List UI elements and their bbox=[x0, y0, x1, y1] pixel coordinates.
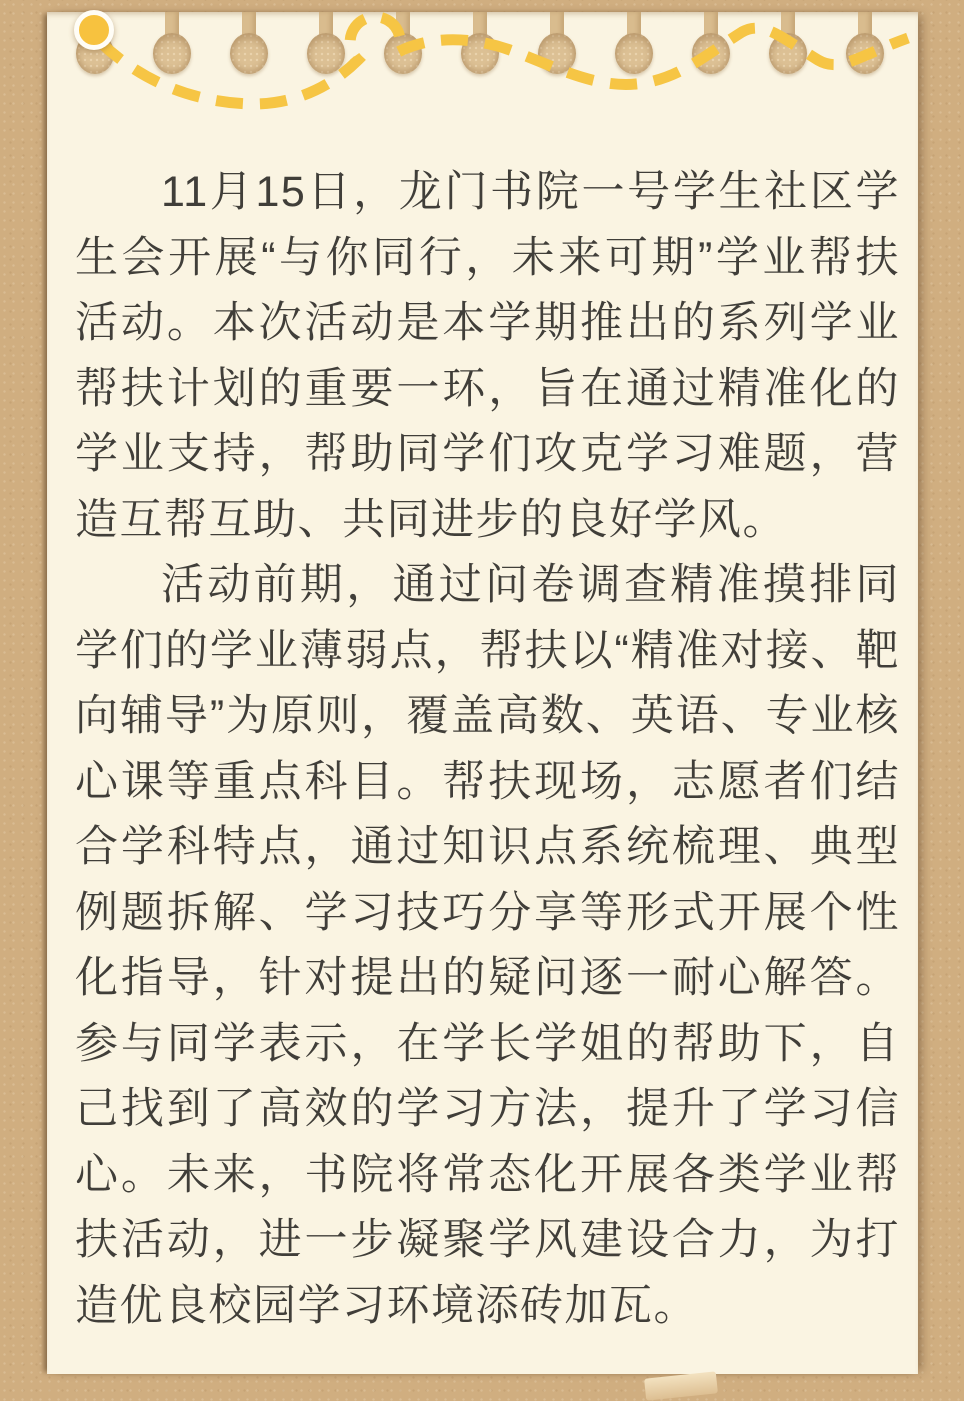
punch-hole bbox=[153, 12, 191, 86]
article-paragraph: 活动前期，通过问卷调查精准摸排同学们的学业薄弱点，帮扶以“精准对接、靶向辅导”为原则，覆盖高数、英语、专业核心课等重点科目。帮扶现场，志愿者们结合学科特点，通过知识点系统梳理、典型例题拆解、学习技巧分享等形式开展个性化指导，针对提出的疑问逐一耐心解答。参与同学表示，在学长学姐的帮助下，自己找到了高效的学习方法，提升了学习信心。未来，书院将常态化开展各类学业帮扶活动，进一步凝聚学风建设合力，为打造优良校园学习环境添砖加瓦。 bbox=[75, 561, 900, 1330]
punch-hole bbox=[307, 12, 345, 86]
article-paragraph: 11月15日，龙门书院一号学生社区学生会开展“与你同行，未来可期”学业帮扶活动。本次活动是本学期推出的系列学业帮扶计划的重要一环，旨在通过精准化的学业支持，帮助同学们攻克学习难题，营造互帮互助、共同进步的良好学风。 bbox=[75, 168, 900, 544]
punch-hole bbox=[230, 12, 268, 86]
punch-hole bbox=[538, 12, 576, 86]
punch-hole bbox=[846, 12, 884, 86]
punch-hole-oval bbox=[153, 33, 191, 74]
bottom-corner-decoration bbox=[644, 1371, 718, 1400]
punch-hole bbox=[769, 12, 807, 86]
note-paper bbox=[47, 12, 918, 1374]
punch-hole-oval bbox=[615, 33, 653, 74]
punch-hole bbox=[692, 12, 730, 86]
punch-hole-oval bbox=[846, 33, 884, 74]
punch-hole-oval bbox=[384, 33, 422, 74]
punch-hole-oval bbox=[461, 33, 499, 74]
article-body bbox=[75, 160, 900, 1339]
punch-hole bbox=[461, 12, 499, 86]
punch-hole-oval bbox=[307, 33, 345, 74]
yellow-dot-decoration bbox=[74, 10, 114, 50]
punch-hole bbox=[384, 12, 422, 86]
punch-hole-oval bbox=[769, 33, 807, 74]
punch-hole-oval bbox=[538, 33, 576, 74]
punch-hole-oval bbox=[692, 33, 730, 74]
punch-holes-row bbox=[76, 12, 884, 86]
punch-hole bbox=[615, 12, 653, 86]
punch-hole-oval bbox=[230, 33, 268, 74]
